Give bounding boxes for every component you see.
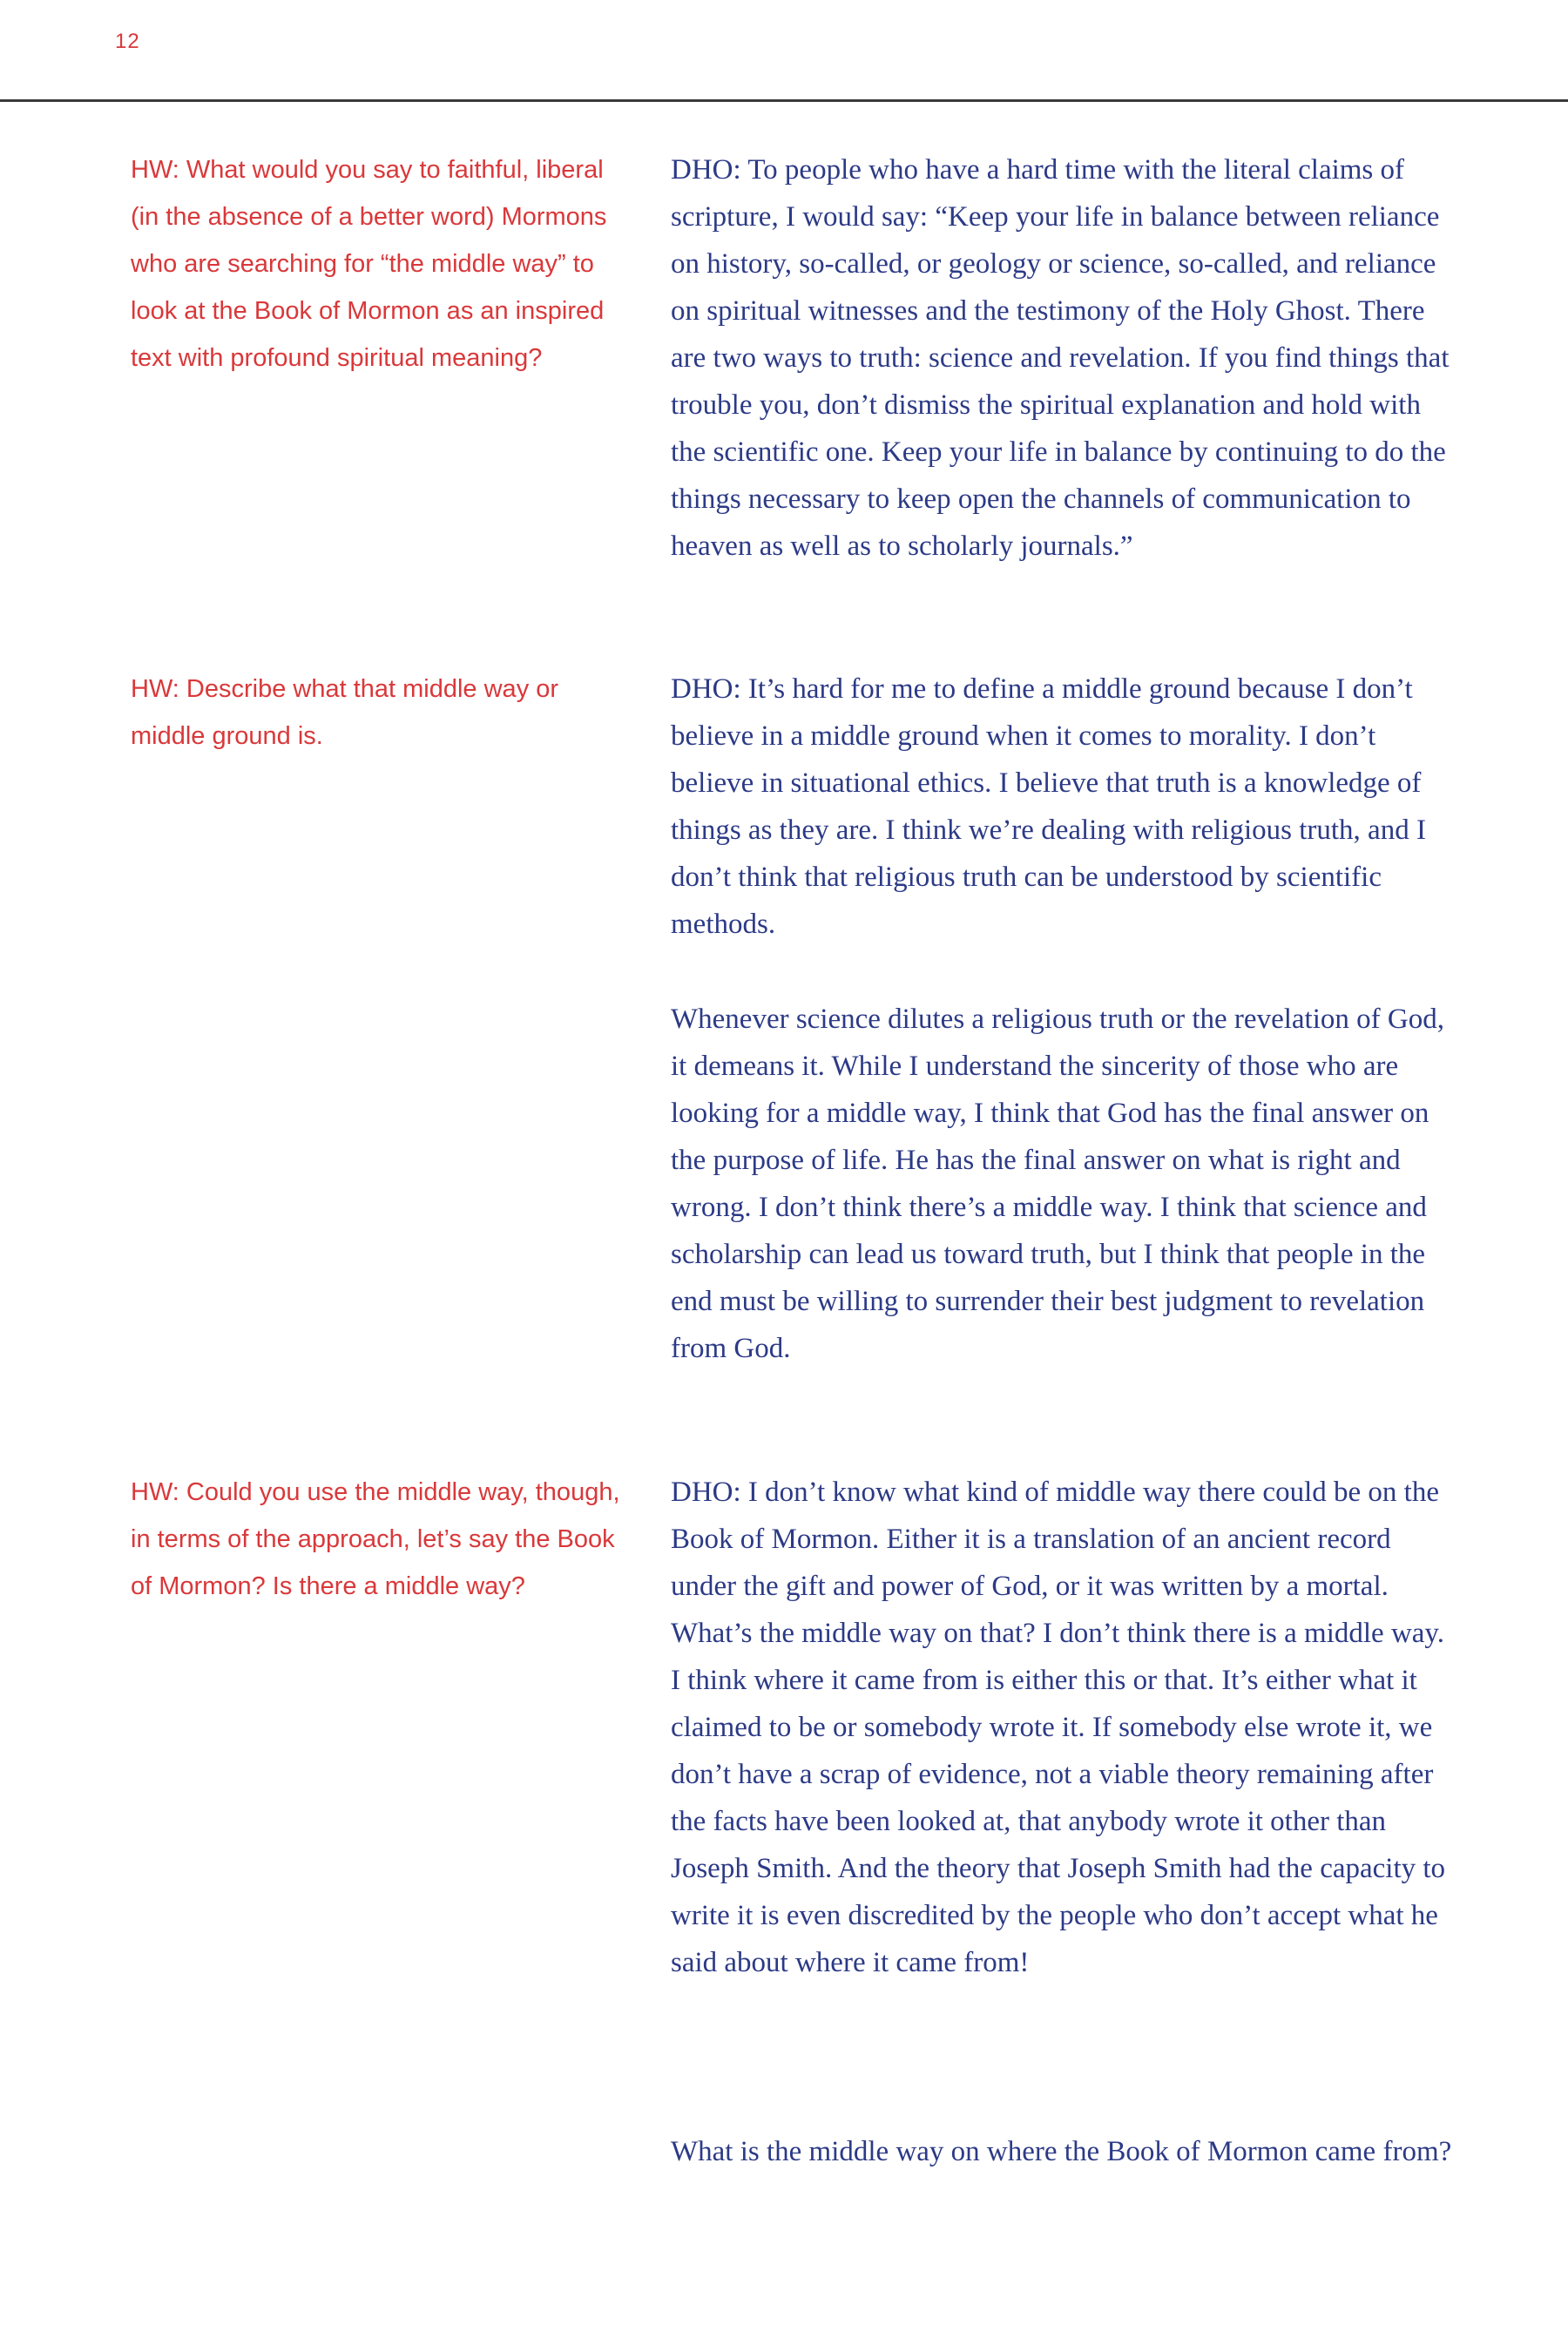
page-number: 12 [115, 30, 140, 53]
question-1: HW: What would you say to faithful, liberal (in the absence of a better word) Mormons who are searching for “the middle way” to look at the Book of Mormon as an inspired text with profound spiritual meaning? [131, 156, 607, 372]
question-2: HW: Describe what that middle way or middle ground is. [131, 675, 559, 750]
header-rule [0, 99, 1568, 102]
answer-3-paragraph-2: What is the middle way on where the Book of Mormon came from? [671, 2136, 1452, 2167]
answer-2-paragraph-1: DHO: It’s hard for me to define a middle ground because I don’t believe in a middle ground when it comes to morality. I don’t believe in situational ethics. I believe that truth is a knowledge of things as they are. I think we’re dealing with religious truth, and I don’t think that religious truth can be understood by scientific methods. [671, 673, 1426, 940]
answer-3-paragraph-1: DHO: I don’t know what kind of middle way there could be on the Book of Mormon. Either it is a translation of an ancient record under the gift and power of God, or it was written by a mortal. What’s the middle way on that? I don’t think there is a middle way. I think where it came from is either this or that. It’s either what it claimed to be or somebody wrote it. If somebody else wrote it, we don’t have a scrap of evidence, not a viable theory remaining after the facts have been looked at, that anybody wrote it other than Joseph Smith. And the theory that Joseph Smith had the capacity to write it is even discredited by the people who don’t accept what he said about where it came from! [671, 1477, 1446, 1978]
answer-1: DHO: To people who have a hard time with the literal claims of scripture, I would say: “Keep your life in balance between reliance on history, so-called, or geology or science, so-called, and reliance on spiritual witnesses and the testimony of the Holy Ghost. There are two ways to truth: science and revelation. If you find things that trouble you, don’t dismiss the spiritual explanation and hold with the scientific one. Keep your life in balance by continuing to do the things necessary to keep open the channels of communication to heaven as well as to scholarly journals.” [671, 154, 1450, 562]
question-3: HW: Could you use the middle way, though, in terms of the approach, let’s say the Book of Mormon? Is there a middle way? [131, 1478, 620, 1600]
answer-2-paragraph-2: Whenever science dilutes a religious truth or the revelation of God, it demeans it. While I understand the sincerity of those who are looking for a middle way, I think that God has the final answer on the purpose of life. He has the final answer on what is right and wrong. I don’t think there’s a middle way. I think that science and scholarship can lead us toward truth, but I think that people in the end must be willing to surrender their best judgment to revelation from God. [671, 1004, 1444, 1364]
